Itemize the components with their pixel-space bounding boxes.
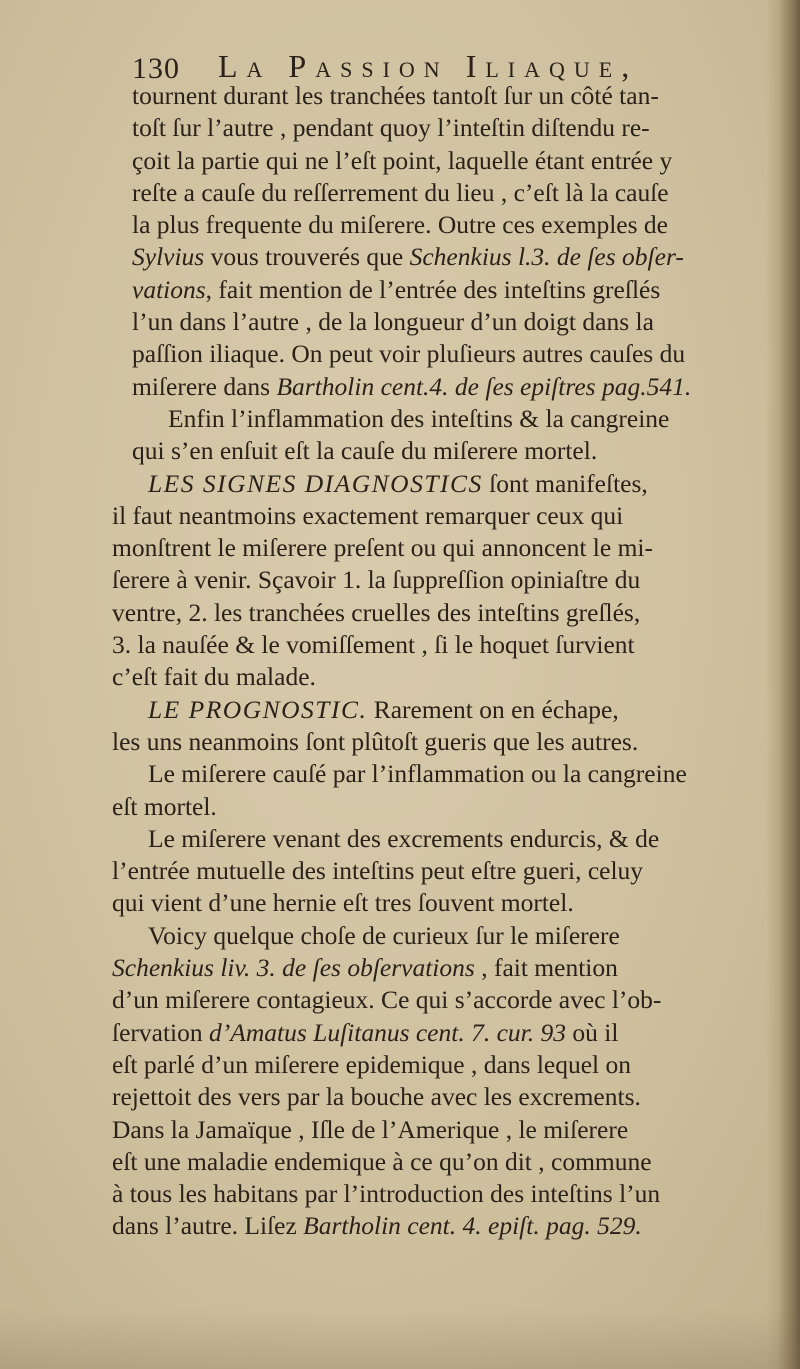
text-segment: les uns neanmoins ſont plûtoſt gueris que les autres. bbox=[112, 726, 639, 756]
text-segment: toſt ſur l’autre , pendant quoy l’inteſtin diſtendu re- bbox=[132, 113, 650, 143]
text-line bbox=[112, 403, 772, 435]
text-line bbox=[112, 661, 772, 693]
text-segment: l’un dans l’autre , de la longueur d’un doigt dans la bbox=[132, 307, 654, 337]
italic-reference: Schenkius liv. 3. de ſes obſervations bbox=[112, 953, 475, 983]
page-bottom-shade bbox=[0, 1309, 800, 1369]
text-line bbox=[112, 758, 772, 790]
text-segment: rejettoit des vers par la bouche avec les excrements. bbox=[112, 1082, 641, 1112]
text-line bbox=[112, 564, 772, 596]
text-line bbox=[112, 1146, 772, 1178]
text-segment: qui s’en enſuit eſt la cauſe du miſerere mortel. bbox=[132, 436, 598, 466]
section-heading: LE PROGNOSTIC. bbox=[148, 694, 368, 724]
text-segment: paſſion iliaque. On peut voir pluſieurs autres cauſes du bbox=[132, 339, 686, 369]
text-line bbox=[112, 338, 772, 370]
text-line bbox=[112, 855, 772, 887]
text-line bbox=[112, 1081, 772, 1113]
text-line bbox=[112, 984, 772, 1016]
text-line bbox=[112, 1178, 772, 1210]
text-segment: monſtrent le miſerere preſent ou qui annoncent le mi- bbox=[112, 533, 653, 563]
text-line bbox=[112, 209, 772, 241]
italic-reference: Schenkius l.3. de ſes obſer- bbox=[409, 242, 684, 272]
body-text bbox=[112, 80, 772, 1243]
text-line bbox=[112, 887, 772, 919]
text-line bbox=[112, 145, 772, 177]
text-segment: où il bbox=[566, 1017, 619, 1047]
text-line bbox=[112, 306, 772, 338]
text-line bbox=[112, 468, 772, 500]
text-segment: ſont manifeſtes, bbox=[482, 468, 648, 498]
text-segment: tournent durant les tranchées tantoſt ſur un côté tan- bbox=[132, 81, 659, 110]
text-line bbox=[112, 1210, 772, 1242]
text-segment: Le miſerere cauſé par l’inflammation ou la cangreine bbox=[148, 759, 687, 789]
text-line bbox=[112, 371, 772, 403]
italic-reference: Bartholin cent. 4. epiſt. pag. 529. bbox=[303, 1211, 642, 1241]
text-line bbox=[112, 435, 772, 467]
text-line bbox=[112, 952, 772, 984]
text-segment: ſerere à venir. Sçavoir 1. la ſuppreſſion opiniaſtre du bbox=[112, 565, 641, 595]
text-line bbox=[112, 80, 772, 112]
text-segment: , fait mention bbox=[474, 953, 618, 983]
text-segment: vous trouverés que bbox=[204, 242, 410, 272]
text-segment: c’eſt fait du malade. bbox=[112, 662, 316, 692]
text-segment: eſt une maladie endemique à ce qu’on dit , commune bbox=[112, 1146, 652, 1176]
text-line bbox=[112, 241, 772, 273]
text-line bbox=[112, 177, 772, 209]
section-heading: LES SIGNES DIAGNOSTICS bbox=[148, 468, 483, 498]
text-segment: eſt parlé d’un miſerere epidemique , dans lequel on bbox=[112, 1049, 632, 1079]
italic-reference: vations bbox=[132, 274, 206, 304]
text-line bbox=[112, 1017, 772, 1049]
text-segment: qui vient d’une hernie eſt tres ſouvent mortel. bbox=[112, 888, 574, 918]
text-segment: ventre, 2. les tranchées cruelles des inteſtins greſlés, bbox=[112, 597, 641, 627]
text-segment: Enfin l’inflammation des inteſtins & la cangreine bbox=[168, 403, 670, 433]
text-segment: ſervation bbox=[112, 1017, 210, 1047]
text-segment: Rarement on en échape, bbox=[367, 694, 619, 724]
text-line bbox=[112, 112, 772, 144]
page-number: 130 bbox=[132, 52, 180, 85]
text-segment: reſte a cauſe du reſſerrement du lieu , c’eſt là la cauſe bbox=[132, 177, 669, 207]
text-segment: la plus frequente du miſerere. Outre ces exemples de bbox=[132, 210, 668, 240]
text-segment: Voicy quelque choſe de curieux ſur le miſerere bbox=[148, 920, 620, 950]
text-segment: d’un miſerere contagieux. Ce qui s’accorde avec l’ob- bbox=[112, 985, 662, 1015]
text-line bbox=[112, 597, 772, 629]
text-line bbox=[112, 629, 772, 661]
text-segment: il faut neantmoins exactement remarquer ceux qui bbox=[112, 500, 624, 530]
text-line bbox=[112, 274, 772, 306]
text-line bbox=[112, 726, 772, 758]
italic-reference: Sylvius bbox=[132, 242, 205, 272]
text-line bbox=[112, 823, 772, 855]
text-line bbox=[112, 791, 772, 823]
text-line bbox=[112, 694, 772, 726]
text-segment: çoit la partie qui ne l’eſt point, laquelle étant entrée y bbox=[132, 145, 673, 175]
text-line bbox=[112, 1049, 772, 1081]
text-segment: l’entrée mutuelle des inteſtins peut eſtre gueri, celuy bbox=[112, 856, 644, 886]
text-segment: eſt mortel. bbox=[112, 791, 217, 821]
text-segment: 3. la nauſée & le vomiſſement , ſi le hoquet ſurvient bbox=[112, 630, 635, 660]
text-segment: à tous les habitans par l’introduction des inteſtins l’un bbox=[112, 1179, 661, 1209]
text-segment: , fait mention de l’entrée des inteſtins greſlés bbox=[205, 274, 661, 304]
running-head: La Passion Iliaque, bbox=[218, 48, 639, 84]
italic-reference: d’Amatus Luſitanus cent. 7. cur. 93 bbox=[209, 1017, 567, 1047]
text-line bbox=[112, 920, 772, 952]
text-segment: Dans la Jamaïque , Iſle de l’Amerique , le miſerere bbox=[112, 1114, 629, 1144]
italic-reference: Bartholin cent.4. de ſes epiſtres pag.541. bbox=[276, 371, 692, 401]
text-line bbox=[112, 1114, 772, 1146]
text-segment: Le miſerere venant des excrements endurcis, & de bbox=[148, 823, 660, 853]
text-segment: miſerere dans bbox=[132, 371, 277, 401]
text-line bbox=[112, 500, 772, 532]
text-line bbox=[112, 532, 772, 564]
text-segment: dans l’autre. Liſez bbox=[112, 1211, 304, 1241]
